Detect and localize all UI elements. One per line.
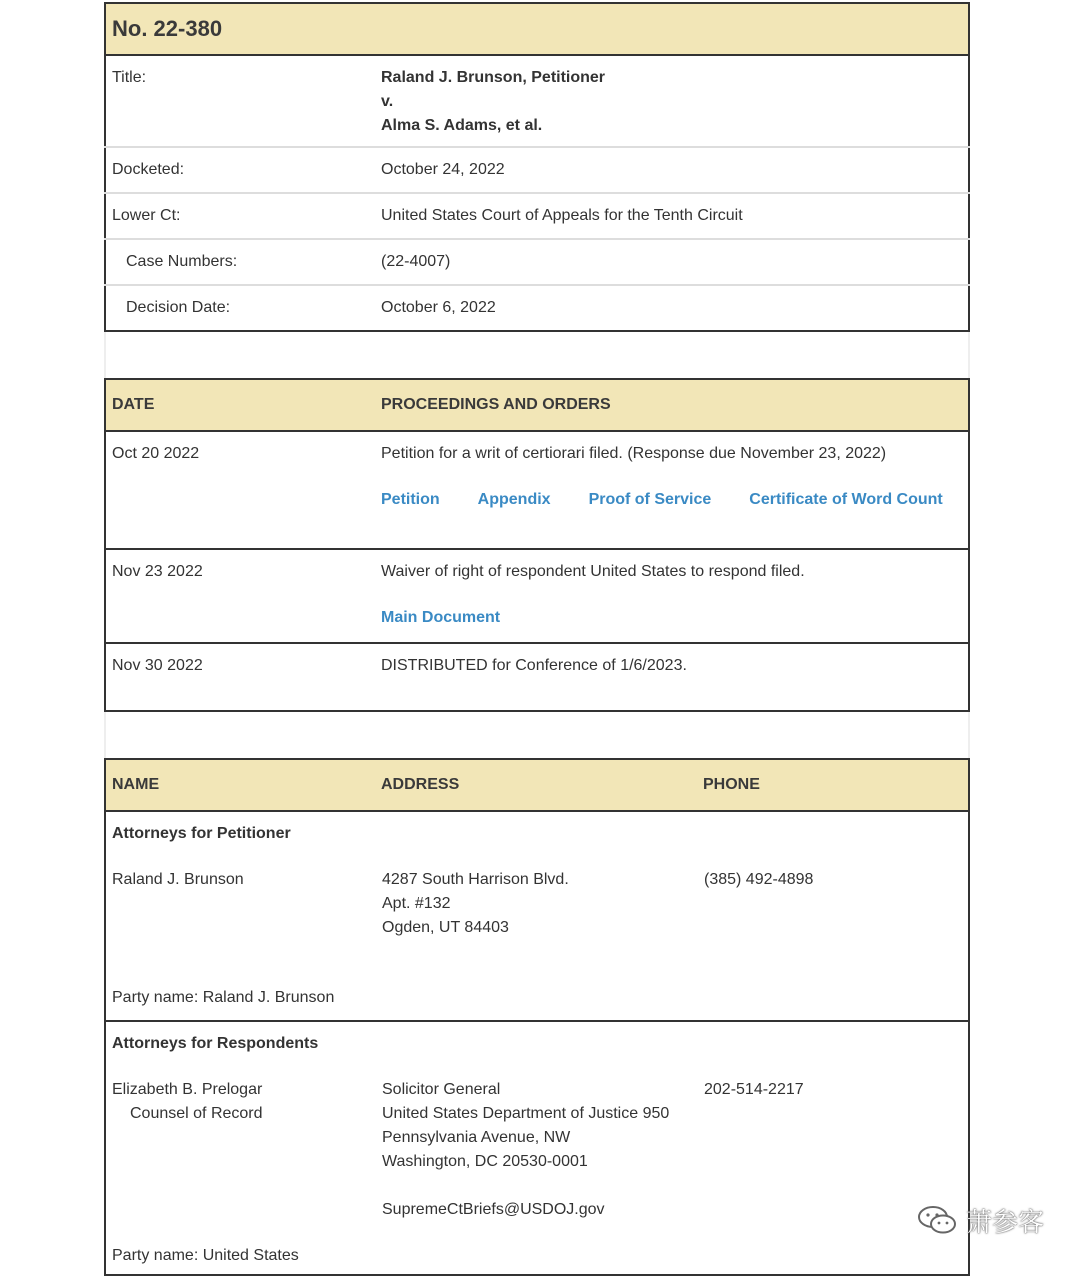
petition-link[interactable]: Petition (381, 491, 440, 508)
address-line: 4287 South Harrison Blvd. (382, 871, 569, 888)
docketed-row (105, 147, 969, 193)
respondent-line: Alma S. Adams, et al. (381, 117, 543, 134)
title-label: Title: (105, 55, 375, 147)
address-line: Apt. #132 (382, 895, 451, 912)
proceeding-text: Waiver of right of respondent United States to respond filed. (381, 563, 805, 580)
proceeding-date: Nov 30 2022 (112, 657, 203, 674)
phone-header: PHONE (697, 759, 969, 811)
certificate-of-word-count-link[interactable]: Certificate of Word Count (749, 491, 943, 508)
decision-date-row (105, 285, 969, 331)
wechat-icon (916, 1205, 960, 1235)
attorney-phone: (385) 492-4898 (704, 871, 814, 888)
proceeding-row (105, 431, 969, 549)
lower-ct-value: United States Court of Appeals for the Tenth Circuit (375, 193, 969, 239)
watermark (916, 1202, 1056, 1238)
lower-ct-label: Lower Ct: (105, 193, 375, 239)
attorney-address (382, 1078, 704, 1222)
parties-table (104, 758, 970, 1276)
section-gap (104, 712, 970, 758)
petitioner-line: Raland J. Brunson, Petitioner (381, 69, 606, 86)
address-line: Pennsylvania Avenue, NW (382, 1129, 571, 1146)
proceeding-date: Oct 20 2022 (105, 431, 375, 549)
attorney-email: SupremeCtBriefs@USDOJ.gov (382, 1201, 605, 1218)
proceeding-row (105, 549, 969, 643)
case-numbers-row (105, 239, 969, 285)
proceeding-text: DISTRIBUTED for Conference of 1/6/2023. (381, 657, 687, 674)
parties-header (105, 759, 969, 811)
proceedings-table (104, 378, 970, 712)
proceeding-row (105, 643, 969, 711)
attorney-entry (112, 868, 962, 940)
proceedings-header (105, 379, 969, 431)
respondent-attorneys-row (105, 1021, 969, 1275)
case-numbers-value: (22-4007) (375, 239, 969, 285)
party-name: Party name: United States (112, 1247, 299, 1264)
proceeding-text: Petition for a writ of certiorari filed. (Response due November 23, 2022) (381, 445, 887, 462)
section-heading: Attorneys for Respondents (112, 1035, 319, 1052)
case-title (375, 55, 969, 147)
appendix-link[interactable]: Appendix (477, 491, 551, 508)
case-numbers-label: Case Numbers: (105, 239, 375, 285)
attorney-name: Raland J. Brunson (112, 871, 244, 888)
party-name: Party name: Raland J. Brunson (112, 989, 335, 1006)
address-header: ADDRESS (375, 759, 697, 811)
versus-line: v. (381, 93, 394, 110)
attorney-name-block (112, 1078, 382, 1222)
lower-ct-row (105, 193, 969, 239)
case-header (105, 3, 969, 55)
document-links (381, 488, 962, 512)
name-header: NAME (105, 759, 375, 811)
title-row (105, 55, 969, 147)
proceedings-header-label: PROCEEDINGS AND ORDERS (375, 379, 969, 431)
decision-date-label: Decision Date: (126, 299, 231, 316)
section-gap (104, 332, 970, 378)
attorney-phone: 202-514-2217 (704, 1081, 804, 1098)
proceeding-date: Nov 23 2022 (105, 549, 375, 643)
case-number: No. 22-380 (105, 3, 969, 55)
attorney-entry (112, 1078, 962, 1222)
proof-of-service-link[interactable]: Proof of Service (588, 491, 712, 508)
date-header: DATE (105, 379, 375, 431)
watermark-stamp: 萧参客 (966, 1207, 1045, 1238)
address-line: Ogden, UT 84403 (382, 919, 509, 936)
attorney-address (382, 868, 704, 940)
address-line: Solicitor General (382, 1081, 501, 1098)
attorney-name: Elizabeth B. Prelogar (112, 1081, 263, 1098)
case-info-table (104, 2, 970, 332)
decision-date-value: October 6, 2022 (381, 299, 496, 316)
counsel-role: Counsel of Record (130, 1105, 263, 1122)
docketed-label: Docketed: (105, 147, 375, 193)
main-document-link[interactable]: Main Document (381, 609, 501, 626)
petitioner-attorneys-row (105, 811, 969, 1021)
address-line: United States Department of Justice 950 (382, 1105, 670, 1122)
address-line: Washington, DC 20530-0001 (382, 1153, 588, 1170)
docket-page (104, 0, 970, 1276)
document-links (381, 606, 962, 630)
section-heading: Attorneys for Petitioner (112, 825, 291, 842)
docketed-value: October 24, 2022 (375, 147, 969, 193)
